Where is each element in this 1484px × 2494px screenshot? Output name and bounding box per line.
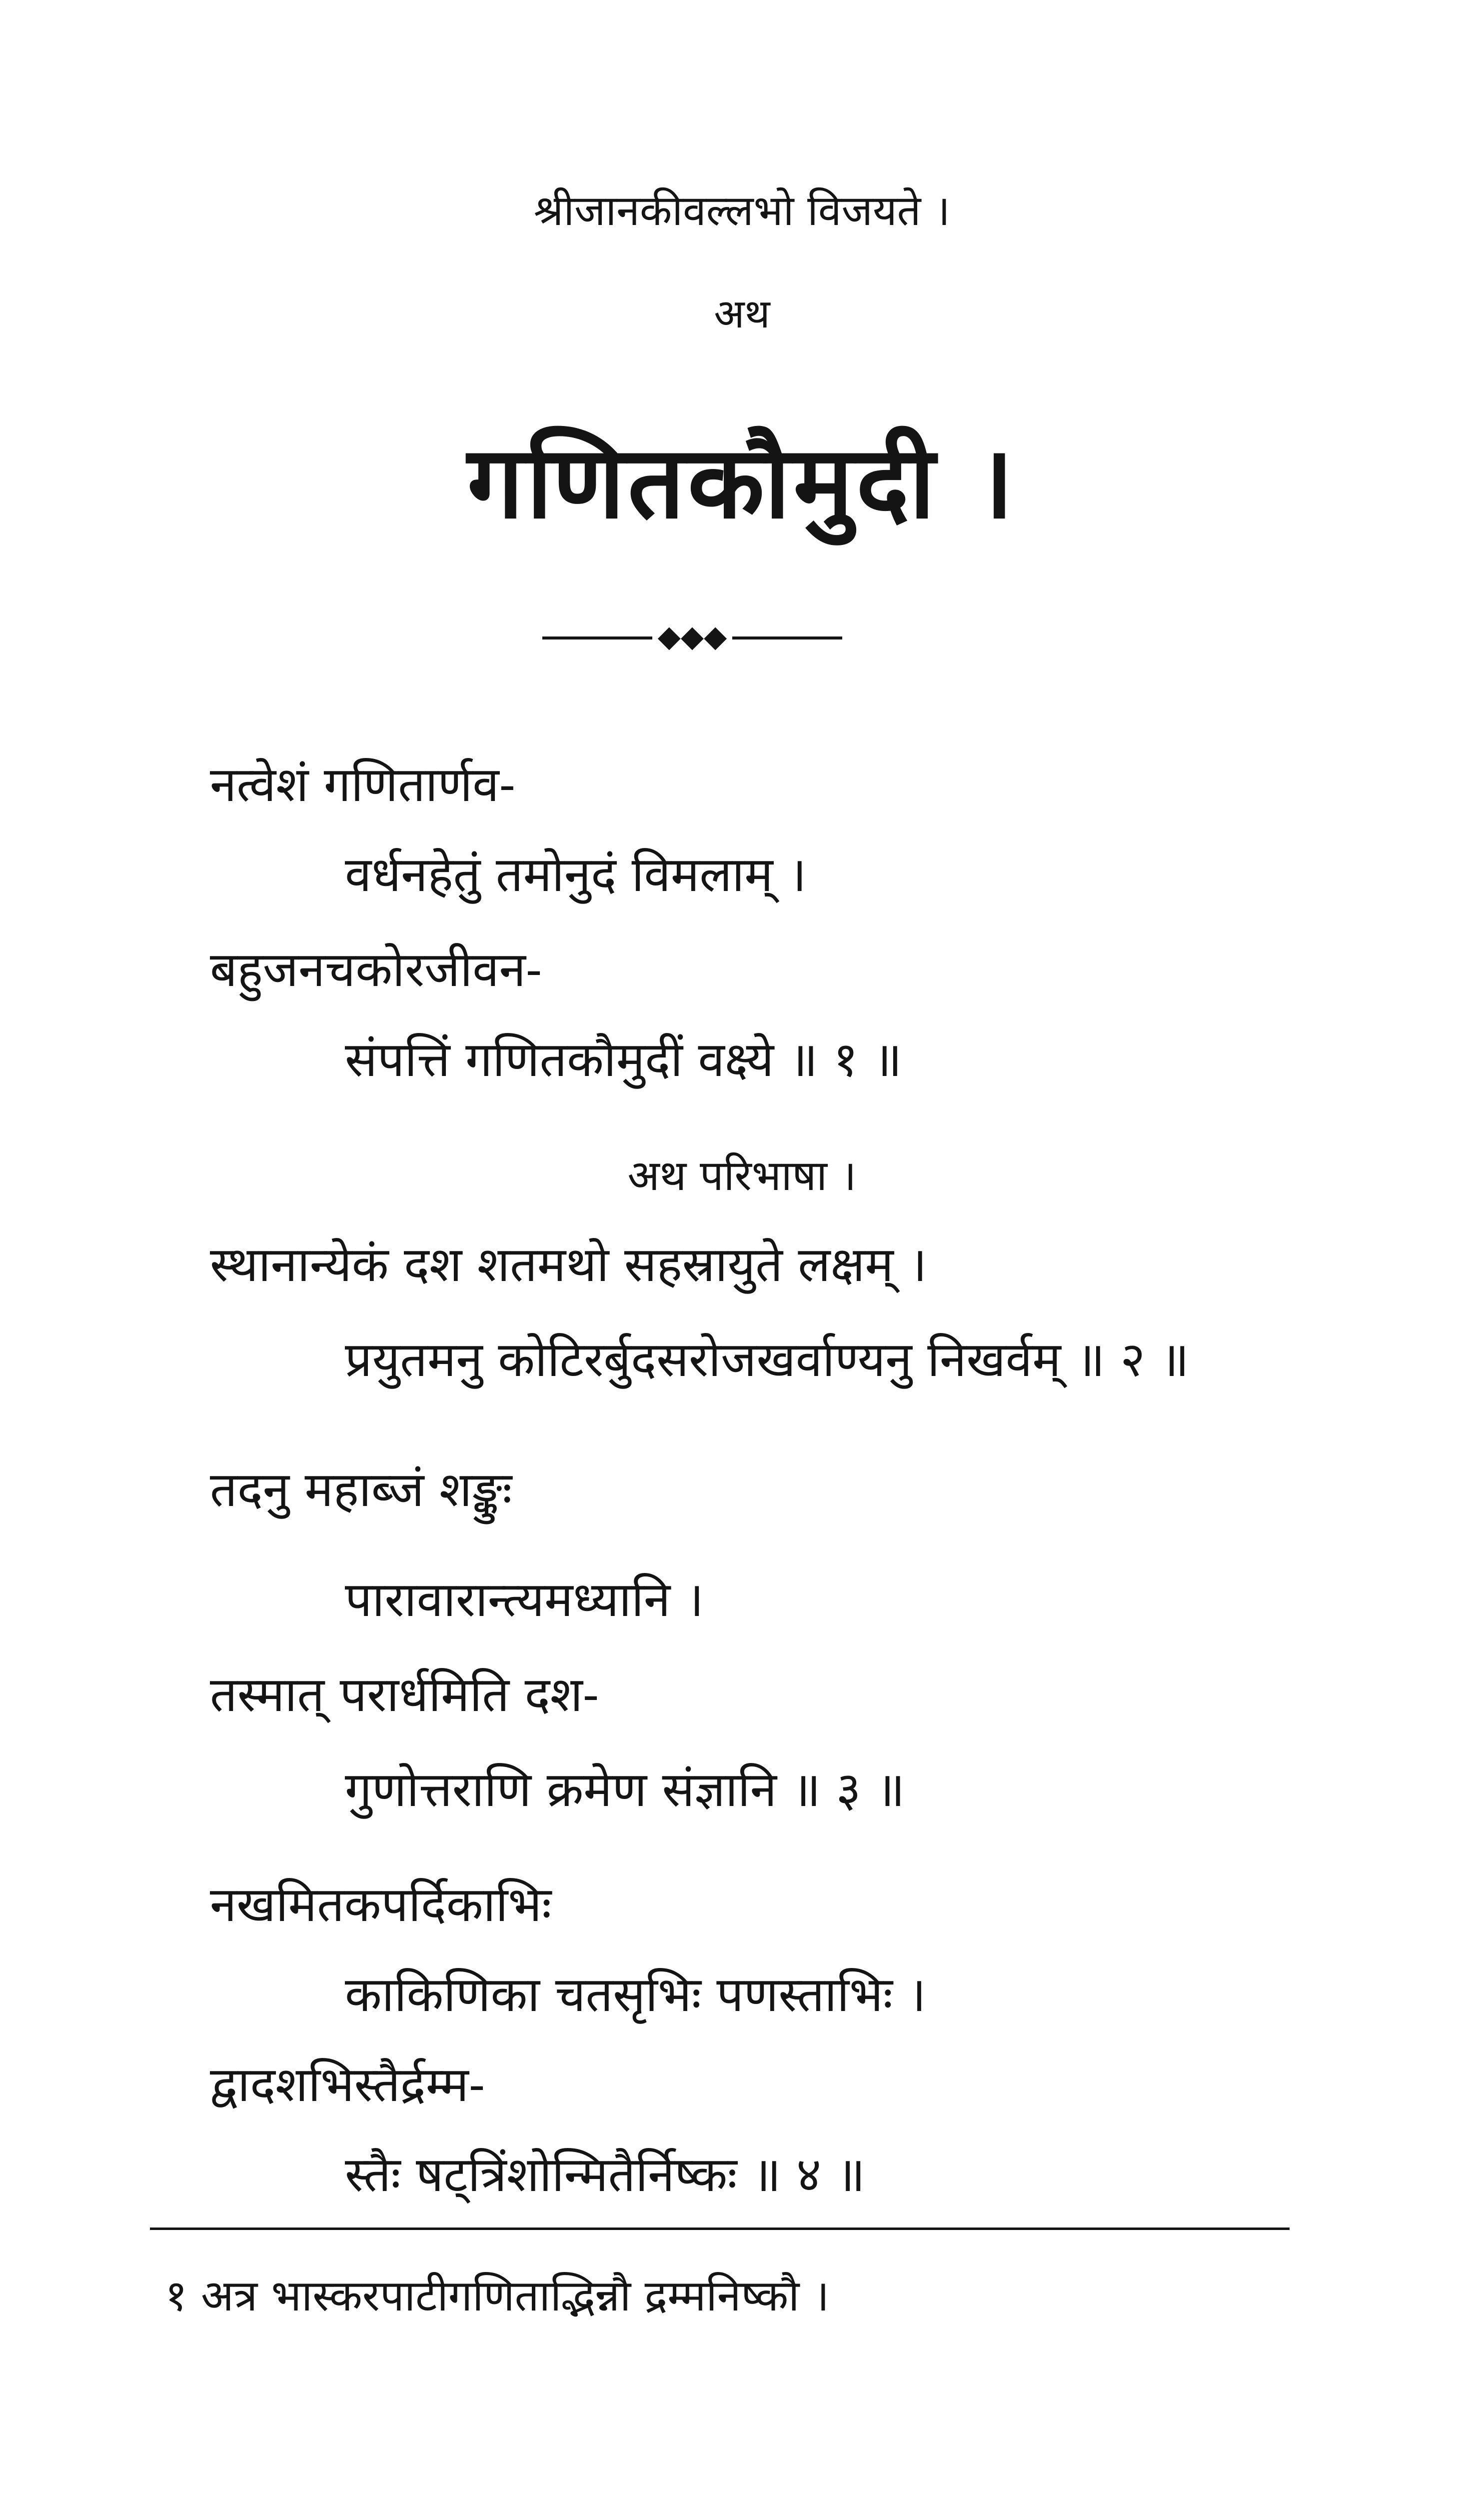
verse-1-line-4: संपत्तिं गणितकौमुदीं वक्ष्ये ॥ १ ॥ — [345, 1032, 902, 1088]
diamond-ornament-icon: ◆◆◆ — [657, 619, 727, 654]
verse-2-line-1: स्थानान्येकं दश शतमथो सहस्रायुते लक्षम् । — [210, 1236, 927, 1292]
verse-1-line-2: वर्धनहेतुं तमोनुदं विमलाम् । — [345, 846, 807, 902]
section-heading-paribhasha: अथ परिभाषा । — [627, 1151, 857, 1200]
verse-3-line-3: तस्मात् परार्धमिति दश- — [210, 1666, 599, 1722]
verse-4-line-4: स्तैः षट्त्रिंशोन्मितैर्निष्कः ॥ ४ ॥ — [345, 2146, 866, 2202]
invocation-line: श्रीजानकीवल्लभो विजयते । — [533, 186, 951, 235]
page-title: गणितकौमुदी । — [467, 424, 1017, 541]
ornament-rule-right — [732, 636, 842, 640]
verse-2-line-2: प्रयुतमनु कोटिरर्बुदसरोजखर्वाण्यनु निखर्वम् ॥ २ ॥ — [345, 1332, 1190, 1388]
verse-1-line-1: नत्वेशं गणितार्णव- — [210, 756, 516, 812]
footnote-divider — [150, 2228, 1290, 2230]
footnote: १ अत्र भास्करपाटीगणिताद्भिन्नौ द्रम्मनिष्कौ । — [165, 2271, 830, 2321]
verse-1-line-3: बहुजनचकोरजीवन- — [210, 942, 542, 998]
verse-4-line-3: द्वादशभिस्तैर्द्रम्म- — [210, 2056, 485, 2112]
title-ornament — [542, 619, 842, 654]
atha-word: अथ — [714, 290, 770, 337]
verse-3-line-4: गुणोत्तराणि क्रमेण संज्ञानि ॥ ३ ॥ — [345, 1762, 905, 1818]
verse-4-line-1: नखमितकपर्दिकाभिः — [210, 1876, 552, 1932]
verse-3-line-1: तदनु महाब्जं शङ्कुः — [210, 1462, 512, 1518]
verse-3-line-2: पारावारान्त्यमध्यानि । — [345, 1572, 704, 1628]
verse-4-line-2: काकिणिका चतसृभिः पणस्ताभिः । — [345, 1966, 926, 2022]
ornament-rule-left — [542, 636, 652, 640]
